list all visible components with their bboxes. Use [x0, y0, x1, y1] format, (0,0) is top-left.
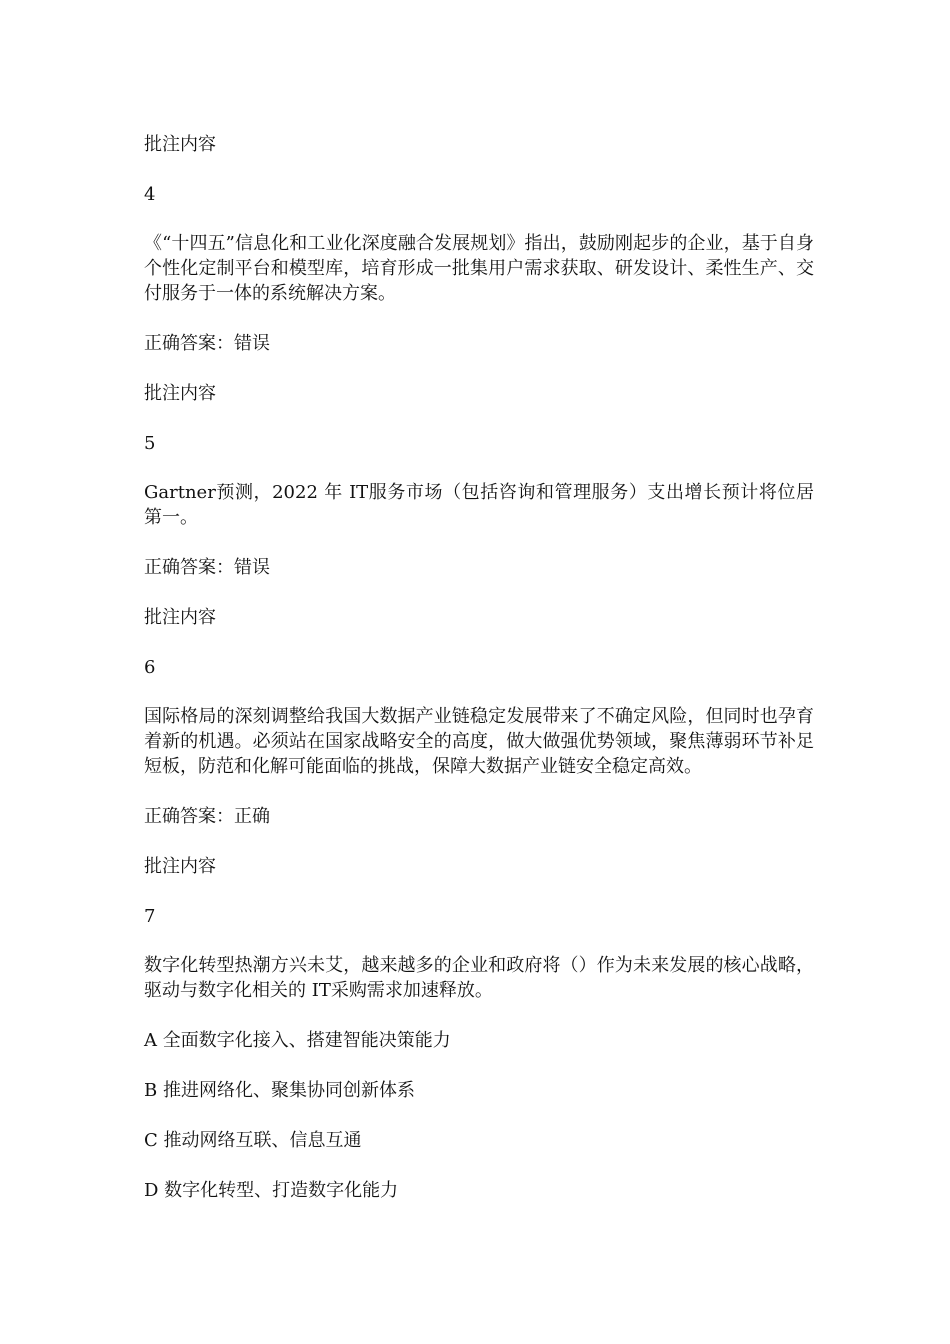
note-label: 批注内容 — [144, 383, 216, 404]
option-d: D 数字化转型、打造数字化能力 — [144, 1180, 399, 1201]
question-number: 5 — [144, 433, 156, 454]
note-label: 批注内容 — [144, 134, 216, 155]
question-text: Gartner预测，2022 年 IT服务市场（包括咨询和管理服务）支出增长预计将位居第一。 — [144, 482, 814, 528]
question-number: 7 — [144, 906, 156, 927]
question-text: 国际格局的深刻调整给我国大数据产业链稳定发展带来了不确定风险，但同时也孕育着新的机遇。必须站在国家战略安全的高度，做大做强优势领域，聚焦薄弱环节补足短板，防范和化解可能面临的挑战，保障大数据产业链安全稳定高效。 — [144, 706, 814, 777]
question-text: 《“十四五”信息化和工业化深度融合发展规划》指出，鼓励刚起步的企业，基于自身个性化定制平台和模型库，培育形成一批集用户需求获取、研发设计、柔性生产、交付服务于一体的系统解决方案。 — [144, 233, 814, 304]
note-label: 批注内容 — [144, 607, 216, 628]
option-b: B 推进网络化、聚集协同创新体系 — [144, 1080, 415, 1101]
option-a: A 全面数字化接入、搭建智能决策能力 — [144, 1030, 451, 1051]
option-c: C 推动网络互联、信息互通 — [144, 1130, 362, 1151]
answer-text: 正确答案：错误 — [144, 557, 270, 578]
note-label: 批注内容 — [144, 856, 216, 877]
question-number: 6 — [144, 657, 156, 678]
question-number: 4 — [144, 184, 156, 205]
answer-text: 正确答案：正确 — [144, 806, 270, 827]
answer-text: 正确答案：错误 — [144, 333, 270, 354]
question-text: 数字化转型热潮方兴未艾，越来越多的企业和政府将（）作为未来发展的核心战略，驱动与数字化相关的 IT采购需求加速释放。 — [144, 955, 814, 1001]
